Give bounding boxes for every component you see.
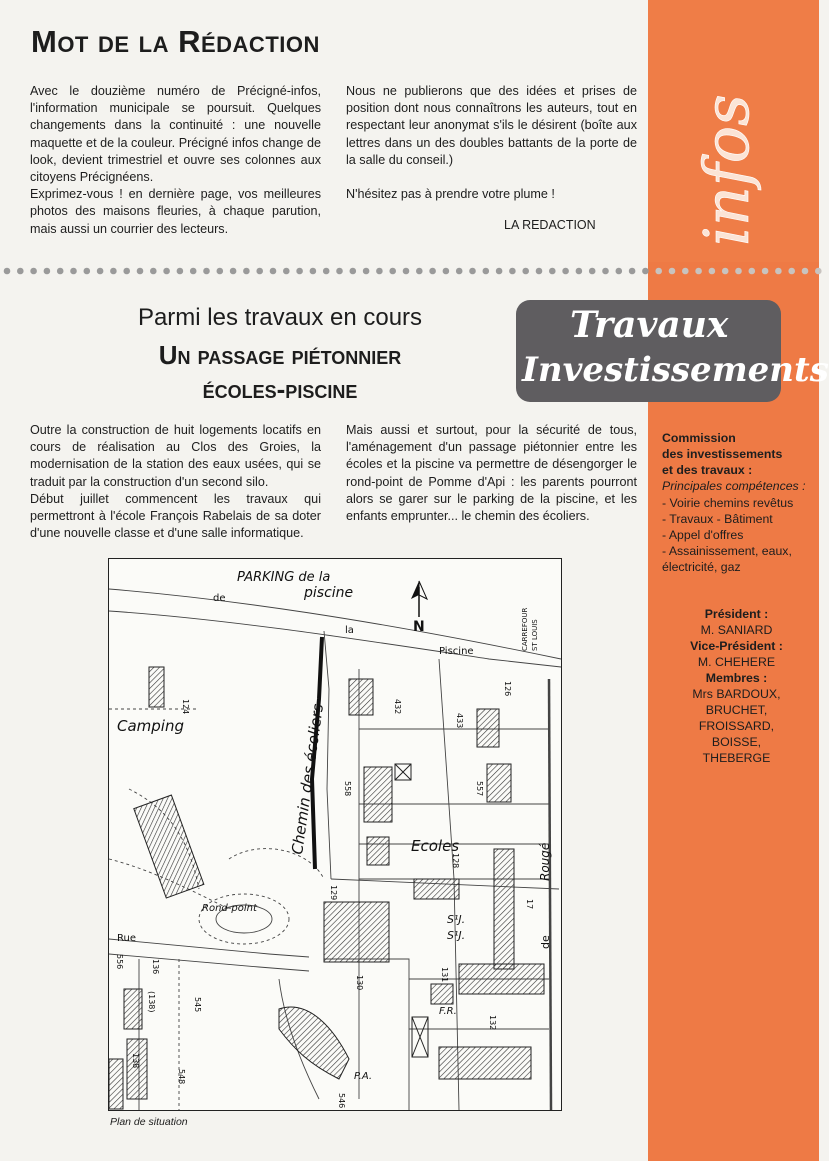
map-label-camping: Camping <box>117 717 184 735</box>
map-label-st-2: S¹J. <box>447 929 466 942</box>
divider-dot <box>376 268 383 275</box>
divider-dot <box>84 268 91 275</box>
article-left-paragraph-2: Début juillet commencent les travaux qui permettront à l'école François Rabelais de sa doter d'une nouvelle classe et d'une salle informatique. <box>30 491 321 541</box>
divider-dot <box>243 268 250 275</box>
divider-dot <box>150 268 157 275</box>
parcel-number: 558 <box>343 781 352 797</box>
divider-dot <box>310 268 317 275</box>
divider-dot <box>629 268 636 275</box>
member-name: FROISSARD, <box>698 719 775 733</box>
divider-dot <box>4 268 11 275</box>
divider-dot <box>522 268 529 275</box>
redaction-right-paragraph-1: Nous ne publierons que des idées et prises de position dont nous connaîtrons les auteurs, tout en respectant leur anonymat s'ils le désirent (boîte aux lettres dans un des doubles battants de la porte de la salle du conseil.) <box>346 84 637 167</box>
article-subtitle: Parmi les travaux en cours <box>137 304 423 331</box>
divider-dot <box>44 268 51 275</box>
divider-dot <box>616 268 623 275</box>
map-label-de-2: de <box>539 935 552 949</box>
divider-dot <box>203 268 210 275</box>
divider-dot <box>350 268 357 275</box>
divider-dot <box>682 268 689 275</box>
site-plan-drawing <box>109 559 561 1110</box>
redaction-left-paragraph-2: Exprimez-vous ! en dernière page, vos meilleures photos des maisons fleuries, à chaque parution, mais aussi un courrier des lecteurs. <box>30 187 321 236</box>
divider-dot <box>137 268 144 275</box>
divider-dot <box>576 268 583 275</box>
north-arrow-icon <box>411 581 427 617</box>
divider-dot <box>788 268 795 275</box>
parcel-number: 433 <box>455 713 464 729</box>
parcel-number: 545 <box>193 997 202 1013</box>
divider-dot <box>403 268 410 275</box>
divider-dot <box>323 268 330 275</box>
member-name: THEBERGE <box>702 751 771 765</box>
divider-dot <box>815 268 822 275</box>
divider-dot <box>97 268 104 275</box>
member-name: BOISSE, <box>711 735 762 749</box>
map-label-st-louis: ST LOUIS <box>531 619 539 651</box>
divider-dot <box>123 268 130 275</box>
divider-dot <box>30 268 37 275</box>
divider-dot <box>562 268 569 275</box>
article-right-column <box>346 422 637 525</box>
divider-dot <box>456 268 463 275</box>
president-label: Président : <box>704 607 769 621</box>
divider-dot <box>602 268 609 275</box>
competence-item: - Assainissement, eaux, <box>662 544 792 558</box>
redaction-left-paragraph-1: Avec le douzième numéro de Précigné-infos, l'information municipale se poursuit. Quelques changements dans la continuité : une nouvelle maquette et de la couleur. Précigné infos change de look, devient trimestriel et ouvre ses colonnes aux citoyens Précignéens. <box>30 84 321 185</box>
map-label-pa: P.A. <box>354 1071 373 1082</box>
map-label-carrefour: CARREFOUR <box>521 607 529 651</box>
badge-line-2: Investissements <box>522 350 829 390</box>
infos-logo <box>690 14 766 250</box>
infos-logo-text: infos <box>690 94 763 246</box>
divider-dot <box>496 268 503 275</box>
divider-dot <box>363 268 370 275</box>
parcel-number: 131 <box>440 967 449 983</box>
article-right-paragraph-1: Mais aussi et surtout, pour la sécurité de tous, l'aménagement d'un passage piétonnier entre les écoles et la piscine va permettre de désengorger le rond-point de Pomme d'Api : les parents pourront alors se garer sur le parking de la piscine, et les enfants emprunter... le chemin des écoliers. <box>346 423 637 524</box>
divider-dot <box>483 268 490 275</box>
map-caption: Plan de situation <box>110 1116 188 1128</box>
competence-item: électricité, gaz <box>662 560 741 574</box>
divider-dot <box>669 268 676 275</box>
parcel-number: 132 <box>488 1015 497 1031</box>
map-label-rond-point: Rond-point <box>202 903 257 914</box>
divider-dot <box>270 268 277 275</box>
divider-dot <box>709 268 716 275</box>
map-label-de: de <box>213 593 226 604</box>
article-left-paragraph-1: Outre la construction de huit logements locatifs en cours de réalisation au Clos des Groies, la modernisation de la station des eaux usées, qui se traduit par la construction d'un second silo. <box>30 423 321 489</box>
divider-dot <box>802 268 809 275</box>
parcel-number: 546 <box>337 1093 346 1109</box>
commission-title-3: et des travaux : <box>662 463 753 477</box>
map-label-st-1: S¹J. <box>447 913 466 926</box>
parcel-number: 124 <box>181 699 190 715</box>
divider-dot <box>735 268 742 275</box>
divider-dot <box>70 268 77 275</box>
commission-block <box>662 430 812 494</box>
parcel-number: 548 <box>177 1069 186 1085</box>
divider-dot <box>469 268 476 275</box>
redaction-left-column <box>30 83 321 238</box>
divider-dot <box>17 268 24 275</box>
parcel-number: 17 <box>525 899 534 910</box>
divider-dot <box>655 268 662 275</box>
divider-dot <box>416 268 423 275</box>
president-name: M. SANIARD <box>700 623 773 637</box>
divider-dot <box>389 268 396 275</box>
redaction-right-paragraph-2: N'hésitez pas à prendre votre plume ! <box>346 187 555 202</box>
map-label-parking: PARKING de la <box>237 570 331 585</box>
competence-item: - Voirie chemins revêtus <box>662 496 794 510</box>
divider-dot <box>110 268 117 275</box>
parcel-number: 557 <box>475 781 484 797</box>
dotted-divider <box>0 266 819 276</box>
map-label-north: N <box>413 619 425 635</box>
divider-dot <box>775 268 782 275</box>
divider-dot <box>163 268 170 275</box>
vice-president-name: M. CHEHERE <box>697 655 776 669</box>
vice-president-label: Vice-Président : <box>690 639 783 653</box>
competences-list <box>662 495 812 575</box>
divider-dot <box>230 268 237 275</box>
map-label-piscine: piscine <box>304 585 354 601</box>
divider-dot <box>536 268 543 275</box>
article-title-line-1: Un passage piétonnier <box>158 340 402 370</box>
divider-dot <box>296 268 303 275</box>
parcel-number: 126 <box>503 681 512 697</box>
redaction-right-column <box>346 83 637 203</box>
member-name: BRUCHET, <box>705 703 768 717</box>
map-label-rouge: Rougé <box>538 842 552 881</box>
divider-dot <box>695 268 702 275</box>
divider-dot <box>177 268 184 275</box>
divider-dot <box>749 268 756 275</box>
divider-dot <box>429 268 436 275</box>
commission-people <box>654 606 819 766</box>
parcel-number: (138) <box>147 991 156 1013</box>
redaction-title: Mot de la Rédaction <box>31 24 320 59</box>
map-label-chemin: Chemin des écoliers <box>288 702 328 856</box>
map-label-fr: F.R. <box>439 1006 457 1017</box>
divider-dot <box>589 268 596 275</box>
article-left-column <box>30 422 321 542</box>
divider-dot <box>57 268 64 275</box>
divider-dot <box>336 268 343 275</box>
parcel-number: 130 <box>355 975 364 991</box>
member-name: Mrs BARDOUX, <box>692 687 781 701</box>
badge-line-1: Travaux <box>570 304 729 346</box>
divider-dot <box>217 268 224 275</box>
parcel-number: 136 <box>151 959 160 975</box>
members-label: Membres : <box>705 671 768 685</box>
competences-label: Principales compétences : <box>662 479 806 493</box>
parcel-number: 128 <box>451 853 460 869</box>
parcel-number: 129 <box>329 885 338 901</box>
competence-item: - Appel d'offres <box>662 528 744 542</box>
divider-dot <box>722 268 729 275</box>
redaction-signature: LA REDACTION <box>504 218 596 232</box>
divider-dot <box>443 268 450 275</box>
map-label-piscine-road: Piscine <box>439 646 474 657</box>
parcel-number: 432 <box>393 699 402 715</box>
divider-dot <box>762 268 769 275</box>
divider-dot <box>642 268 649 275</box>
commission-title-1: Commission <box>662 431 736 445</box>
article-title-line-2: écoles-piscine <box>202 374 358 404</box>
map-label-rue: Rue <box>117 933 136 944</box>
commission-title-2: des investissements <box>662 447 783 461</box>
divider-dot <box>190 268 197 275</box>
map-label-la: la <box>345 625 354 636</box>
divider-dot <box>256 268 263 275</box>
parcel-number: 556 <box>115 954 124 970</box>
site-plan-map <box>108 558 562 1111</box>
parcel-number: 138 <box>131 1053 140 1069</box>
divider-dot <box>509 268 516 275</box>
divider-dot <box>283 268 290 275</box>
divider-dot <box>549 268 556 275</box>
map-label-ecoles: Ecoles <box>411 837 460 855</box>
competence-item: - Travaux - Bâtiment <box>662 512 773 526</box>
article-title <box>60 338 500 406</box>
